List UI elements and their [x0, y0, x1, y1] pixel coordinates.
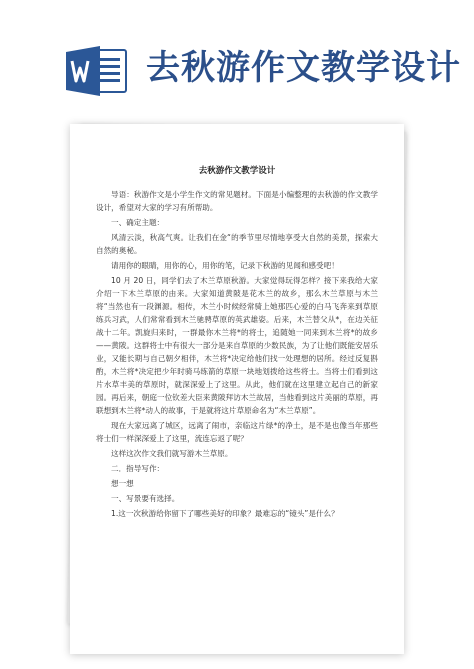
paragraph-story: 10 月 20 日，同学们去了木兰草原秋游。大家觉得玩得怎样？接下来我给大家介绍一下木兰草原的由来。大家知道黄陂是花木兰的故乡，那么木兰草原与木兰将“当然也有一段渊源。相传，木兰小时候经常骑上她那匹心爱的白马飞奔来到草原练兵习武，人们常常看到木兰驰骋草原的英武雄姿。后来，木兰替父从*，在边关征战十二年。凯旋归来时，一群最你木兰将*的将士，追随她一同来到木兰将*的故乡——黄陂。这群将士中有很大一部分是来自草原的少数民族，为了让他们既能安居乐业，又能长期与自己朝夕相伴，木兰将*决定给他们找一处理想的居所。经过反复斟酌，木兰将*决定把少年时骑马练箭的草原一块地划拨给这些将士。当将士们看到这片水草丰美的草原时，就深深爱上了这里。从此，他们就在这里建立起自己的新家园。再后来，朝庭一位钦差大臣来黄陂拜访木兰故居，当他看到这片美丽的草原，再联想到木兰将*动人的故事，于是就将这片草原命名为“木兰草原”。 [96, 276, 378, 415]
banner [0, 0, 474, 128]
paragraph: 1.这一次秋游给你留下了哪些美好的印象？最难忘的“镜头”是什么？ [111, 509, 339, 518]
word-doc-icon [66, 46, 128, 96]
paragraph: 一、写景要有选择。 [111, 494, 180, 503]
paragraph: 这样这次作文我们就写游木兰草原。 [111, 449, 233, 458]
paragraph-heading-theme: 一、确定主题： [111, 218, 165, 227]
banner-title: 去秋游作文教学设计 [146, 48, 461, 88]
paragraph: 现在大家远离了城区，远离了闹市，亲临这片绿*的净土，是不是也像当年那些将士们一样深深爱上了这里，流连忘返了呢？ [96, 421, 378, 443]
document-page [70, 124, 404, 654]
paragraph: 想一想 [111, 479, 134, 488]
paragraph-heading-guide: 二．指导写作： [111, 464, 165, 473]
paragraph: 请用你的眼睛，用你的心，用你的笔，记录下秋游的见闻和感受吧！ [111, 261, 339, 270]
paragraph-intro: 导语：秋游作文是小学生作文的常见题材。下面是小编整理的去秋游的作文教学设计，希望对大家的学习有所帮助。 [96, 190, 378, 212]
paragraph: 风清云淡，秋高气爽。让我们在金“的季节里尽情地享受大自然的美景，探索大自然的奥秘。 [96, 233, 378, 255]
document-title: 去秋游作文教学设计 [198, 166, 276, 176]
